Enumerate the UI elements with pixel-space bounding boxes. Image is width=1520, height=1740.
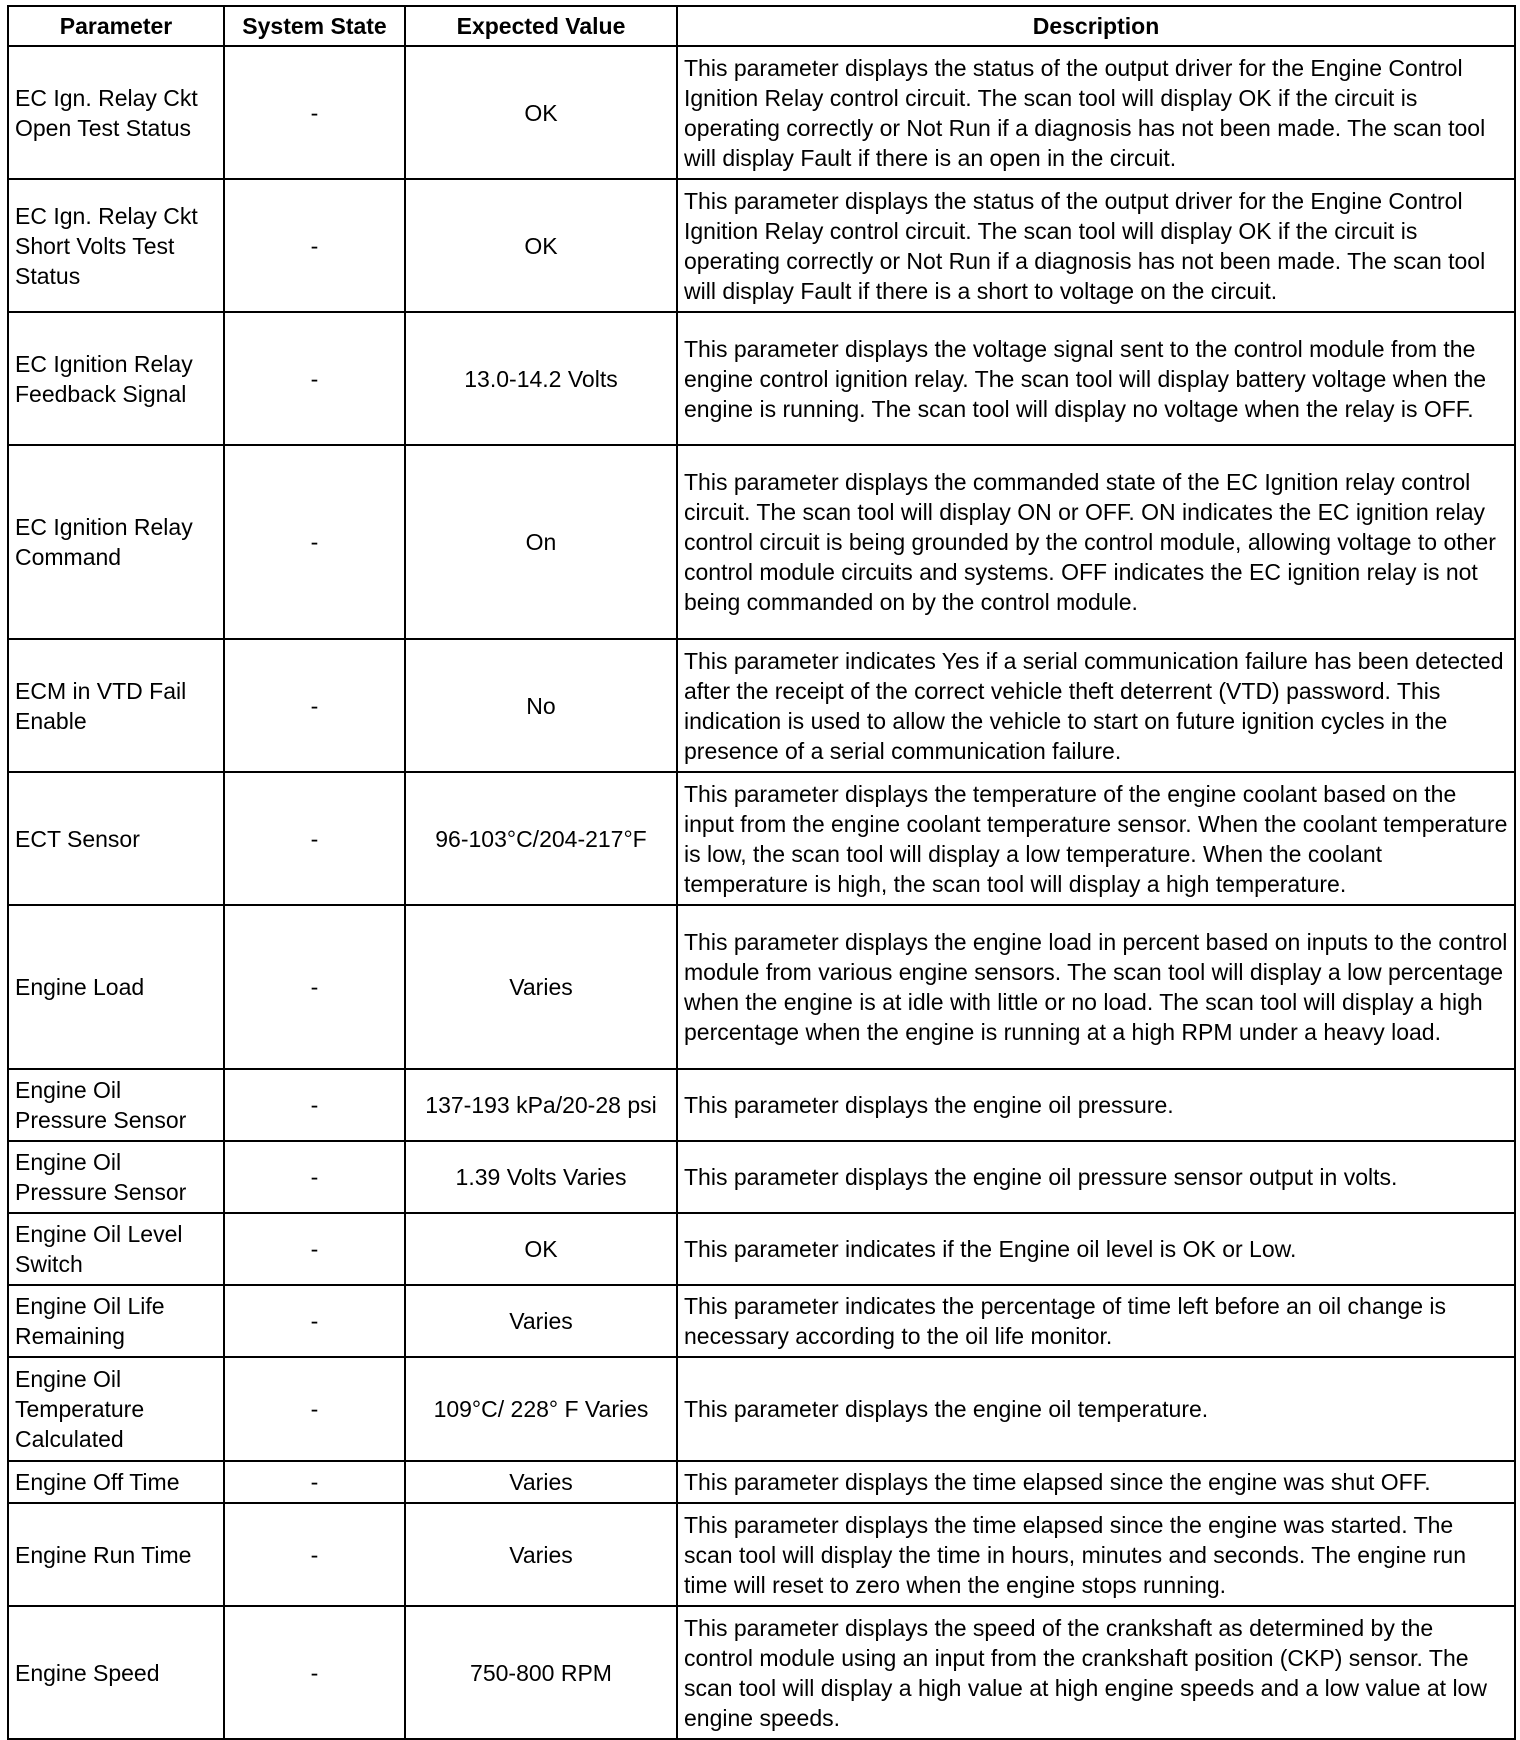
table-row (8, 1213, 1515, 1285)
table-row (8, 1285, 1515, 1357)
description-cell: This parameter displays the engine oil pressure. (677, 1069, 1515, 1141)
header-expected-value: Expected Value (405, 6, 677, 46)
system-state-cell: - (224, 312, 405, 445)
description-cell: This parameter displays the engine load in percent based on inputs to the control module from various engine sensors. The scan tool will display a low percentage when the engine is at idle with little or no load. The scan tool will display a high percentage when the engine is running at a high RPM under a heavy load. (677, 905, 1515, 1069)
header-description: Description (677, 6, 1515, 46)
parameter-cell: Engine Oil Pressure Sensor (8, 1141, 224, 1213)
system-state-cell: - (224, 772, 405, 905)
system-state-cell: - (224, 905, 405, 1069)
expected-value-cell: 13.0-14.2 Volts (405, 312, 677, 445)
parameter-cell: EC Ign. Relay Ckt Short Volts Test Status (8, 179, 224, 312)
system-state-cell: - (224, 445, 405, 639)
expected-value-cell: 109°C/ 228° F Varies (405, 1357, 677, 1461)
expected-value-cell: 96-103°C/204-217°F (405, 772, 677, 905)
expected-value-cell: Varies (405, 1461, 677, 1503)
expected-value-cell: Varies (405, 905, 677, 1069)
parameter-cell: Engine Speed (8, 1606, 224, 1739)
system-state-cell: - (224, 1503, 405, 1606)
description-cell: This parameter indicates if the Engine oil level is OK or Low. (677, 1213, 1515, 1285)
parameter-cell: Engine Off Time (8, 1461, 224, 1503)
description-cell: This parameter displays the commanded state of the EC Ignition relay control circuit. The scan tool will display ON or OFF. ON indicates the EC ignition relay control circuit is being grounded by the control module, allowing voltage to other control module circuits and systems. OFF indicates the EC ignition relay is not being commanded on by the control module. (677, 445, 1515, 639)
parameter-table (7, 5, 1516, 1740)
table-row (8, 46, 1515, 179)
parameter-cell: Engine Oil Life Remaining (8, 1285, 224, 1357)
expected-value-cell: 1.39 Volts Varies (405, 1141, 677, 1213)
table-row (8, 312, 1515, 445)
expected-value-cell: OK (405, 46, 677, 179)
parameter-cell: Engine Oil Temperature Calculated (8, 1357, 224, 1461)
system-state-cell: - (224, 1069, 405, 1141)
table-row (8, 445, 1515, 639)
expected-value-cell: 137-193 kPa/20-28 psi (405, 1069, 677, 1141)
parameter-cell: EC Ign. Relay Ckt Open Test Status (8, 46, 224, 179)
expected-value-cell: On (405, 445, 677, 639)
expected-value-cell: Varies (405, 1503, 677, 1606)
table-row (8, 1357, 1515, 1461)
system-state-cell: - (224, 1141, 405, 1213)
table-row (8, 1069, 1515, 1141)
system-state-cell: - (224, 1285, 405, 1357)
description-cell: This parameter displays the status of the output driver for the Engine Control Ignition Relay control circuit. The scan tool will display OK if the circuit is operating correctly or Not Run if a diagnosis has not been made. The scan tool will display Fault if there is a short to voltage on the circuit. (677, 179, 1515, 312)
table-row (8, 179, 1515, 312)
parameter-cell: Engine Load (8, 905, 224, 1069)
description-cell: This parameter displays the engine oil pressure sensor output in volts. (677, 1141, 1515, 1213)
table-row (8, 905, 1515, 1069)
expected-value-cell: 750-800 RPM (405, 1606, 677, 1739)
parameter-cell: Engine Oil Level Switch (8, 1213, 224, 1285)
description-cell: This parameter indicates Yes if a serial communication failure has been detected after the receipt of the correct vehicle theft deterrent (VTD) password. This indication is used to allow the vehicle to start on future ignition cycles in the presence of a serial communication failure. (677, 639, 1515, 772)
expected-value-cell: OK (405, 1213, 677, 1285)
description-cell: This parameter displays the speed of the crankshaft as determined by the control module using an input from the crankshaft position (CKP) sensor. The scan tool will display a high value at high engine speeds and a low value at low engine speeds. (677, 1606, 1515, 1739)
system-state-cell: - (224, 46, 405, 179)
system-state-cell: - (224, 1213, 405, 1285)
parameter-cell: EC Ignition Relay Command (8, 445, 224, 639)
parameter-cell: ECM in VTD Fail Enable (8, 639, 224, 772)
table-row (8, 1461, 1515, 1503)
expected-value-cell: OK (405, 179, 677, 312)
system-state-cell: - (224, 1606, 405, 1739)
system-state-cell: - (224, 1461, 405, 1503)
system-state-cell: - (224, 179, 405, 312)
description-cell: This parameter displays the voltage signal sent to the control module from the engine control ignition relay. The scan tool will display battery voltage when the engine is running. The scan tool will display no voltage when the relay is OFF. (677, 312, 1515, 445)
description-cell: This parameter displays the status of the output driver for the Engine Control Ignition Relay control circuit. The scan tool will display OK if the circuit is operating correctly or Not Run if a diagnosis has not been made. The scan tool will display Fault if there is an open in the circuit. (677, 46, 1515, 179)
system-state-cell: - (224, 639, 405, 772)
parameter-cell: EC Ignition Relay Feedback Signal (8, 312, 224, 445)
description-cell: This parameter displays the time elapsed since the engine was shut OFF. (677, 1461, 1515, 1503)
parameter-cell: ECT Sensor (8, 772, 224, 905)
parameter-cell: Engine Oil Pressure Sensor (8, 1069, 224, 1141)
expected-value-cell: No (405, 639, 677, 772)
table-row (8, 1141, 1515, 1213)
description-cell: This parameter displays the temperature of the engine coolant based on the input from the engine coolant temperature sensor. When the coolant temperature is low, the scan tool will display a low temperature. When the coolant temperature is high, the scan tool will display a high temperature. (677, 772, 1515, 905)
description-cell: This parameter indicates the percentage of time left before an oil change is necessary according to the oil life monitor. (677, 1285, 1515, 1357)
system-state-cell: - (224, 1357, 405, 1461)
expected-value-cell: Varies (405, 1285, 677, 1357)
table-row (8, 772, 1515, 905)
description-cell: This parameter displays the time elapsed since the engine was started. The scan tool will display the time in hours, minutes and seconds. The engine run time will reset to zero when the engine stops running. (677, 1503, 1515, 1606)
description-cell: This parameter displays the engine oil temperature. (677, 1357, 1515, 1461)
table-row (8, 1606, 1515, 1739)
header-system-state: System State (224, 6, 405, 46)
parameter-cell: Engine Run Time (8, 1503, 224, 1606)
header-parameter: Parameter (8, 6, 224, 46)
table-row (8, 639, 1515, 772)
header-row (8, 6, 1515, 46)
table-row (8, 1503, 1515, 1606)
